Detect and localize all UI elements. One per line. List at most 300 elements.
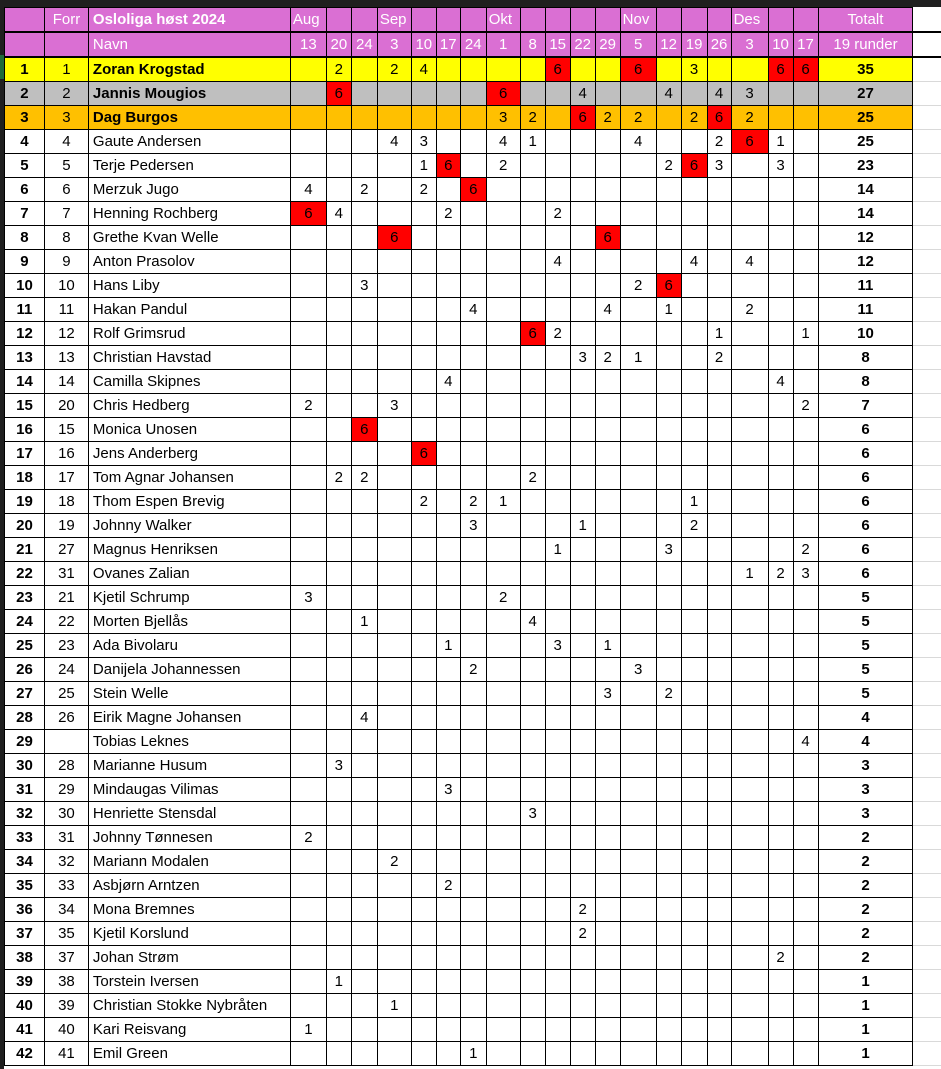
score-cell[interactable] bbox=[656, 178, 681, 202]
score-cell[interactable] bbox=[768, 802, 793, 826]
score-cell[interactable] bbox=[595, 82, 620, 106]
score-cell[interactable]: 6 bbox=[793, 57, 818, 82]
rank-cell[interactable]: 42 bbox=[5, 1042, 45, 1066]
score-cell[interactable] bbox=[326, 298, 351, 322]
score-cell[interactable] bbox=[436, 106, 460, 130]
score-cell[interactable] bbox=[326, 130, 351, 154]
score-cell[interactable] bbox=[486, 466, 520, 490]
score-cell[interactable] bbox=[768, 1042, 793, 1066]
score-cell[interactable]: 3 bbox=[436, 778, 460, 802]
score-cell[interactable] bbox=[520, 394, 545, 418]
score-cell[interactable] bbox=[545, 394, 570, 418]
score-cell[interactable] bbox=[545, 658, 570, 682]
score-cell[interactable] bbox=[377, 274, 411, 298]
prev-rank-cell[interactable]: 7 bbox=[44, 202, 88, 226]
score-cell[interactable] bbox=[793, 826, 818, 850]
score-cell[interactable] bbox=[656, 634, 681, 658]
score-cell[interactable] bbox=[681, 994, 707, 1018]
score-cell[interactable] bbox=[436, 322, 460, 346]
score-cell[interactable] bbox=[290, 874, 326, 898]
score-cell[interactable]: 6 bbox=[731, 130, 768, 154]
score-cell[interactable] bbox=[731, 418, 768, 442]
rank-cell[interactable]: 8 bbox=[5, 226, 45, 250]
score-cell[interactable] bbox=[411, 874, 436, 898]
score-cell[interactable] bbox=[681, 1042, 707, 1066]
score-cell[interactable]: 3 bbox=[486, 106, 520, 130]
score-cell[interactable] bbox=[731, 586, 768, 610]
score-cell[interactable] bbox=[411, 1042, 436, 1066]
score-cell[interactable] bbox=[793, 610, 818, 634]
score-cell[interactable] bbox=[326, 898, 351, 922]
score-cell[interactable] bbox=[326, 850, 351, 874]
score-cell[interactable] bbox=[460, 970, 486, 994]
score-cell[interactable] bbox=[436, 1018, 460, 1042]
score-cell[interactable] bbox=[545, 370, 570, 394]
total-cell[interactable]: 6 bbox=[818, 514, 913, 538]
player-name-cell[interactable]: Dag Burgos bbox=[88, 106, 290, 130]
score-cell[interactable]: 1 bbox=[290, 1018, 326, 1042]
score-cell[interactable] bbox=[411, 202, 436, 226]
score-cell[interactable]: 2 bbox=[768, 946, 793, 970]
score-cell[interactable] bbox=[620, 922, 656, 946]
score-cell[interactable] bbox=[656, 466, 681, 490]
score-cell[interactable]: 3 bbox=[460, 514, 486, 538]
empty-cell[interactable] bbox=[913, 274, 941, 298]
total-cell[interactable]: 6 bbox=[818, 466, 913, 490]
score-cell[interactable]: 6 bbox=[460, 178, 486, 202]
score-cell[interactable] bbox=[681, 802, 707, 826]
player-name-cell[interactable]: Tom Agnar Johansen bbox=[88, 466, 290, 490]
score-cell[interactable] bbox=[411, 274, 436, 298]
player-name-cell[interactable]: Emil Green bbox=[88, 1042, 290, 1066]
score-cell[interactable]: 2 bbox=[436, 202, 460, 226]
score-cell[interactable] bbox=[351, 586, 377, 610]
score-cell[interactable]: 2 bbox=[436, 874, 460, 898]
score-cell[interactable] bbox=[768, 850, 793, 874]
total-cell[interactable]: 10 bbox=[818, 322, 913, 346]
score-cell[interactable] bbox=[570, 802, 595, 826]
empty-cell[interactable] bbox=[913, 970, 941, 994]
score-cell[interactable] bbox=[595, 610, 620, 634]
score-cell[interactable]: 2 bbox=[520, 106, 545, 130]
score-cell[interactable] bbox=[486, 610, 520, 634]
score-cell[interactable] bbox=[793, 850, 818, 874]
total-cell[interactable]: 2 bbox=[818, 826, 913, 850]
score-cell[interactable] bbox=[620, 394, 656, 418]
score-cell[interactable] bbox=[681, 898, 707, 922]
score-cell[interactable] bbox=[290, 298, 326, 322]
score-cell[interactable] bbox=[486, 250, 520, 274]
score-cell[interactable] bbox=[290, 274, 326, 298]
score-cell[interactable]: 4 bbox=[731, 250, 768, 274]
score-cell[interactable] bbox=[290, 490, 326, 514]
score-cell[interactable] bbox=[436, 970, 460, 994]
score-cell[interactable] bbox=[545, 1042, 570, 1066]
score-cell[interactable] bbox=[570, 130, 595, 154]
score-cell[interactable] bbox=[351, 658, 377, 682]
score-cell[interactable] bbox=[620, 826, 656, 850]
score-cell[interactable] bbox=[595, 514, 620, 538]
score-cell[interactable] bbox=[768, 610, 793, 634]
empty-cell[interactable] bbox=[913, 874, 941, 898]
score-cell[interactable]: 1 bbox=[570, 514, 595, 538]
score-cell[interactable] bbox=[436, 1042, 460, 1066]
score-cell[interactable] bbox=[460, 370, 486, 394]
total-cell[interactable]: 6 bbox=[818, 490, 913, 514]
score-cell[interactable] bbox=[290, 922, 326, 946]
score-cell[interactable] bbox=[545, 106, 570, 130]
score-cell[interactable] bbox=[377, 802, 411, 826]
score-cell[interactable]: 2 bbox=[411, 490, 436, 514]
score-cell[interactable]: 1 bbox=[520, 130, 545, 154]
round-day-header[interactable]: 17 bbox=[793, 32, 818, 57]
score-cell[interactable]: 4 bbox=[460, 298, 486, 322]
player-name-cell[interactable]: Kjetil Schrump bbox=[88, 586, 290, 610]
score-cell[interactable] bbox=[486, 658, 520, 682]
round-day-header[interactable]: 15 bbox=[545, 32, 570, 57]
player-name-cell[interactable]: Hakan Pandul bbox=[88, 298, 290, 322]
score-cell[interactable] bbox=[411, 106, 436, 130]
player-name-cell[interactable]: Chris Hedberg bbox=[88, 394, 290, 418]
prev-rank-cell[interactable]: 5 bbox=[44, 154, 88, 178]
month-header-empty[interactable] bbox=[595, 8, 620, 33]
score-cell[interactable] bbox=[545, 418, 570, 442]
score-cell[interactable]: 2 bbox=[731, 106, 768, 130]
total-cell[interactable]: 3 bbox=[818, 778, 913, 802]
score-cell[interactable]: 3 bbox=[326, 754, 351, 778]
score-cell[interactable] bbox=[436, 994, 460, 1018]
score-cell[interactable] bbox=[595, 1018, 620, 1042]
empty-cell[interactable] bbox=[913, 682, 941, 706]
score-cell[interactable] bbox=[351, 370, 377, 394]
empty-cell[interactable] bbox=[913, 514, 941, 538]
score-cell[interactable] bbox=[681, 394, 707, 418]
score-cell[interactable] bbox=[656, 514, 681, 538]
rank-cell[interactable]: 19 bbox=[5, 490, 45, 514]
score-cell[interactable] bbox=[326, 658, 351, 682]
score-cell[interactable] bbox=[793, 82, 818, 106]
score-cell[interactable] bbox=[656, 250, 681, 274]
score-cell[interactable]: 2 bbox=[656, 682, 681, 706]
score-cell[interactable] bbox=[411, 226, 436, 250]
score-cell[interactable] bbox=[731, 802, 768, 826]
score-cell[interactable] bbox=[520, 154, 545, 178]
score-cell[interactable] bbox=[656, 1042, 681, 1066]
score-cell[interactable] bbox=[377, 418, 411, 442]
score-cell[interactable] bbox=[793, 1042, 818, 1066]
score-cell[interactable] bbox=[731, 178, 768, 202]
score-cell[interactable] bbox=[411, 346, 436, 370]
score-cell[interactable]: 2 bbox=[731, 298, 768, 322]
total-cell[interactable]: 6 bbox=[818, 562, 913, 586]
prev-rank-cell[interactable]: 12 bbox=[44, 322, 88, 346]
total-cell[interactable]: 2 bbox=[818, 922, 913, 946]
month-header[interactable]: Okt bbox=[486, 8, 520, 33]
score-cell[interactable] bbox=[570, 466, 595, 490]
score-cell[interactable]: 3 bbox=[351, 274, 377, 298]
score-cell[interactable]: 3 bbox=[681, 57, 707, 82]
empty-cell[interactable] bbox=[913, 154, 941, 178]
score-cell[interactable] bbox=[460, 922, 486, 946]
score-cell[interactable] bbox=[620, 682, 656, 706]
score-cell[interactable] bbox=[411, 418, 436, 442]
player-name-cell[interactable]: Johnny Walker bbox=[88, 514, 290, 538]
empty-cell[interactable] bbox=[913, 57, 941, 82]
prev-rank-header[interactable]: Forr bbox=[44, 8, 88, 33]
score-cell[interactable] bbox=[486, 634, 520, 658]
score-cell[interactable] bbox=[377, 634, 411, 658]
score-cell[interactable] bbox=[707, 610, 731, 634]
score-cell[interactable] bbox=[768, 754, 793, 778]
empty-cell[interactable] bbox=[913, 922, 941, 946]
score-cell[interactable] bbox=[460, 994, 486, 1018]
score-cell[interactable]: 4 bbox=[351, 706, 377, 730]
score-cell[interactable] bbox=[545, 970, 570, 994]
score-cell[interactable] bbox=[520, 202, 545, 226]
score-cell[interactable] bbox=[620, 778, 656, 802]
score-cell[interactable] bbox=[326, 322, 351, 346]
score-cell[interactable] bbox=[520, 970, 545, 994]
score-cell[interactable] bbox=[570, 706, 595, 730]
score-cell[interactable] bbox=[707, 778, 731, 802]
score-cell[interactable] bbox=[595, 946, 620, 970]
score-cell[interactable] bbox=[681, 274, 707, 298]
score-cell[interactable] bbox=[460, 946, 486, 970]
score-cell[interactable] bbox=[731, 322, 768, 346]
score-cell[interactable] bbox=[436, 610, 460, 634]
score-cell[interactable] bbox=[351, 1042, 377, 1066]
empty-cell[interactable] bbox=[913, 1018, 941, 1042]
month-header-empty[interactable] bbox=[768, 8, 793, 33]
score-cell[interactable] bbox=[411, 850, 436, 874]
total-cell[interactable]: 5 bbox=[818, 634, 913, 658]
score-cell[interactable]: 1 bbox=[793, 322, 818, 346]
rank-cell[interactable]: 13 bbox=[5, 346, 45, 370]
score-cell[interactable] bbox=[731, 226, 768, 250]
score-cell[interactable] bbox=[707, 538, 731, 562]
score-cell[interactable] bbox=[351, 970, 377, 994]
score-cell[interactable] bbox=[411, 922, 436, 946]
score-cell[interactable] bbox=[411, 898, 436, 922]
score-cell[interactable] bbox=[486, 802, 520, 826]
score-cell[interactable] bbox=[731, 874, 768, 898]
score-cell[interactable] bbox=[656, 970, 681, 994]
score-cell[interactable] bbox=[656, 322, 681, 346]
score-cell[interactable] bbox=[570, 754, 595, 778]
empty-cell[interactable] bbox=[913, 802, 941, 826]
score-cell[interactable]: 2 bbox=[460, 658, 486, 682]
empty-cell[interactable] bbox=[913, 82, 941, 106]
prev-rank-cell[interactable]: 34 bbox=[44, 898, 88, 922]
score-cell[interactable] bbox=[411, 370, 436, 394]
score-cell[interactable] bbox=[486, 57, 520, 82]
score-cell[interactable] bbox=[290, 634, 326, 658]
score-cell[interactable] bbox=[768, 82, 793, 106]
score-cell[interactable] bbox=[620, 178, 656, 202]
rank-cell[interactable]: 4 bbox=[5, 130, 45, 154]
prev-rank-cell[interactable]: 11 bbox=[44, 298, 88, 322]
score-cell[interactable] bbox=[731, 778, 768, 802]
round-day-header[interactable]: 12 bbox=[656, 32, 681, 57]
score-cell[interactable] bbox=[460, 634, 486, 658]
score-cell[interactable]: 4 bbox=[520, 610, 545, 634]
rank-cell[interactable]: 9 bbox=[5, 250, 45, 274]
rank-cell[interactable]: 2 bbox=[5, 82, 45, 106]
empty-cell[interactable] bbox=[913, 490, 941, 514]
player-name-cell[interactable]: Asbjørn Arntzen bbox=[88, 874, 290, 898]
score-cell[interactable] bbox=[620, 466, 656, 490]
score-cell[interactable] bbox=[520, 658, 545, 682]
score-cell[interactable] bbox=[377, 706, 411, 730]
score-cell[interactable] bbox=[351, 394, 377, 418]
total-cell[interactable]: 5 bbox=[818, 586, 913, 610]
score-cell[interactable] bbox=[570, 250, 595, 274]
score-cell[interactable] bbox=[656, 370, 681, 394]
score-cell[interactable] bbox=[731, 658, 768, 682]
round-day-header[interactable]: 10 bbox=[768, 32, 793, 57]
score-cell[interactable] bbox=[520, 370, 545, 394]
score-cell[interactable] bbox=[768, 538, 793, 562]
score-cell[interactable] bbox=[290, 754, 326, 778]
score-cell[interactable] bbox=[768, 394, 793, 418]
empty-cell[interactable] bbox=[913, 298, 941, 322]
score-cell[interactable]: 6 bbox=[436, 154, 460, 178]
score-cell[interactable]: 4 bbox=[793, 730, 818, 754]
score-cell[interactable] bbox=[460, 730, 486, 754]
score-cell[interactable] bbox=[793, 274, 818, 298]
score-cell[interactable] bbox=[570, 57, 595, 82]
score-cell[interactable]: 1 bbox=[351, 610, 377, 634]
score-cell[interactable] bbox=[436, 562, 460, 586]
score-cell[interactable] bbox=[731, 490, 768, 514]
score-cell[interactable] bbox=[595, 922, 620, 946]
score-cell[interactable] bbox=[460, 706, 486, 730]
score-cell[interactable] bbox=[768, 298, 793, 322]
score-cell[interactable]: 6 bbox=[595, 226, 620, 250]
round-day-header[interactable]: 5 bbox=[620, 32, 656, 57]
score-cell[interactable] bbox=[620, 418, 656, 442]
score-cell[interactable] bbox=[326, 1018, 351, 1042]
score-cell[interactable] bbox=[436, 730, 460, 754]
player-name-cell[interactable]: Hans Liby bbox=[88, 274, 290, 298]
score-cell[interactable] bbox=[411, 826, 436, 850]
score-cell[interactable] bbox=[486, 994, 520, 1018]
score-cell[interactable] bbox=[351, 57, 377, 82]
score-cell[interactable] bbox=[707, 514, 731, 538]
score-cell[interactable] bbox=[411, 994, 436, 1018]
score-cell[interactable] bbox=[768, 682, 793, 706]
score-cell[interactable] bbox=[520, 754, 545, 778]
score-cell[interactable] bbox=[486, 346, 520, 370]
score-cell[interactable] bbox=[707, 754, 731, 778]
score-cell[interactable] bbox=[656, 946, 681, 970]
score-cell[interactable] bbox=[377, 538, 411, 562]
score-cell[interactable] bbox=[656, 610, 681, 634]
score-cell[interactable] bbox=[681, 754, 707, 778]
total-cell[interactable]: 2 bbox=[818, 850, 913, 874]
score-cell[interactable] bbox=[768, 1018, 793, 1042]
player-name-cell[interactable]: Magnus Henriksen bbox=[88, 538, 290, 562]
score-cell[interactable] bbox=[707, 1018, 731, 1042]
score-cell[interactable] bbox=[436, 82, 460, 106]
score-cell[interactable] bbox=[793, 898, 818, 922]
score-cell[interactable] bbox=[351, 490, 377, 514]
total-cell[interactable]: 5 bbox=[818, 658, 913, 682]
rank-cell[interactable]: 15 bbox=[5, 394, 45, 418]
score-cell[interactable] bbox=[460, 586, 486, 610]
score-cell[interactable]: 6 bbox=[681, 154, 707, 178]
score-cell[interactable] bbox=[520, 274, 545, 298]
score-cell[interactable] bbox=[460, 754, 486, 778]
score-cell[interactable] bbox=[681, 778, 707, 802]
prev-rank-cell[interactable]: 6 bbox=[44, 178, 88, 202]
rank-cell[interactable]: 22 bbox=[5, 562, 45, 586]
score-cell[interactable] bbox=[731, 370, 768, 394]
score-cell[interactable] bbox=[460, 1018, 486, 1042]
score-cell[interactable] bbox=[326, 706, 351, 730]
player-name-cell[interactable]: Monica Unosen bbox=[88, 418, 290, 442]
score-cell[interactable] bbox=[681, 538, 707, 562]
prev-rank-cell[interactable]: 23 bbox=[44, 634, 88, 658]
score-cell[interactable] bbox=[731, 202, 768, 226]
total-cell[interactable]: 2 bbox=[818, 898, 913, 922]
score-cell[interactable] bbox=[793, 922, 818, 946]
total-rounds-header[interactable]: 19 runder bbox=[818, 32, 913, 57]
empty-cell[interactable] bbox=[913, 130, 941, 154]
player-name-cell[interactable]: Grethe Kvan Welle bbox=[88, 226, 290, 250]
score-cell[interactable] bbox=[793, 442, 818, 466]
score-cell[interactable] bbox=[595, 394, 620, 418]
total-cell[interactable]: 2 bbox=[818, 946, 913, 970]
empty-cell[interactable] bbox=[913, 394, 941, 418]
score-cell[interactable]: 6 bbox=[377, 226, 411, 250]
score-cell[interactable] bbox=[570, 994, 595, 1018]
score-cell[interactable] bbox=[290, 970, 326, 994]
score-cell[interactable] bbox=[377, 730, 411, 754]
score-cell[interactable] bbox=[326, 634, 351, 658]
score-cell[interactable] bbox=[656, 898, 681, 922]
score-cell[interactable] bbox=[351, 730, 377, 754]
score-cell[interactable] bbox=[377, 586, 411, 610]
score-cell[interactable] bbox=[520, 682, 545, 706]
total-cell[interactable]: 3 bbox=[818, 754, 913, 778]
empty-cell[interactable] bbox=[913, 586, 941, 610]
score-cell[interactable] bbox=[656, 778, 681, 802]
score-cell[interactable] bbox=[436, 802, 460, 826]
score-cell[interactable]: 2 bbox=[377, 57, 411, 82]
score-cell[interactable] bbox=[656, 562, 681, 586]
score-cell[interactable] bbox=[520, 730, 545, 754]
rank-cell[interactable]: 10 bbox=[5, 274, 45, 298]
score-cell[interactable] bbox=[351, 442, 377, 466]
score-cell[interactable] bbox=[351, 562, 377, 586]
prev-rank-cell[interactable]: 38 bbox=[44, 970, 88, 994]
total-cell[interactable]: 8 bbox=[818, 346, 913, 370]
score-cell[interactable] bbox=[377, 778, 411, 802]
score-cell[interactable] bbox=[545, 754, 570, 778]
score-cell[interactable] bbox=[486, 562, 520, 586]
score-cell[interactable] bbox=[486, 394, 520, 418]
score-cell[interactable] bbox=[620, 250, 656, 274]
score-cell[interactable] bbox=[351, 106, 377, 130]
score-cell[interactable] bbox=[707, 634, 731, 658]
score-cell[interactable] bbox=[377, 754, 411, 778]
score-cell[interactable] bbox=[411, 538, 436, 562]
round-day-header[interactable]: 3 bbox=[731, 32, 768, 57]
score-cell[interactable]: 4 bbox=[620, 130, 656, 154]
score-cell[interactable]: 6 bbox=[620, 57, 656, 82]
prev-rank-cell[interactable]: 35 bbox=[44, 922, 88, 946]
